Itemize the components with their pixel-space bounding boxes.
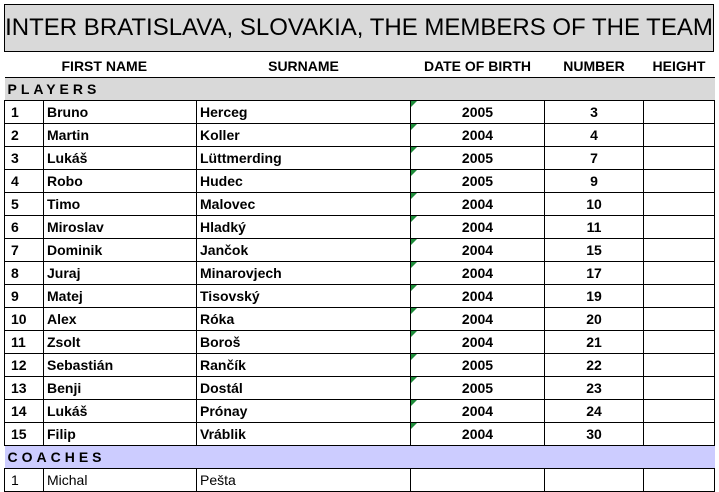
height-cell[interactable] bbox=[644, 285, 715, 308]
header-date-of-birth: DATE OF BIRTH bbox=[423, 58, 532, 74]
row-index-cell[interactable]: 6 bbox=[5, 216, 44, 239]
number-cell[interactable]: 19 bbox=[545, 285, 644, 308]
team-roster-table bbox=[4, 55, 715, 492]
height-cell[interactable] bbox=[644, 101, 715, 124]
height-cell[interactable] bbox=[644, 377, 715, 400]
player-row bbox=[5, 423, 715, 446]
player-row bbox=[5, 262, 715, 285]
first-name-cell[interactable]: Bruno bbox=[44, 101, 197, 124]
date-of-birth-cell[interactable]: 2005 bbox=[411, 101, 545, 124]
player-row bbox=[5, 216, 715, 239]
row-index-cell[interactable]: 14 bbox=[5, 400, 44, 423]
player-row bbox=[5, 239, 715, 262]
number-cell[interactable]: 9 bbox=[545, 170, 644, 193]
row-index-cell[interactable]: 7 bbox=[5, 239, 44, 262]
first-name-cell[interactable]: Zsolt bbox=[44, 331, 197, 354]
height-cell[interactable] bbox=[644, 124, 715, 147]
first-name-cell[interactable]: Filip bbox=[44, 423, 197, 446]
first-name-cell[interactable]: Lukáš bbox=[44, 147, 197, 170]
header-height: HEIGHT bbox=[652, 58, 706, 74]
height-cell[interactable] bbox=[644, 308, 715, 331]
height-cell[interactable] bbox=[644, 147, 715, 170]
surname-cell[interactable]: Dostál bbox=[197, 377, 411, 400]
date-of-birth-cell[interactable] bbox=[411, 469, 545, 492]
date-of-birth-cell[interactable]: 2004 bbox=[411, 423, 545, 446]
number-cell[interactable]: 21 bbox=[545, 331, 644, 354]
player-row bbox=[5, 354, 715, 377]
first-name-cell[interactable]: Sebastián bbox=[44, 354, 197, 377]
surname-cell[interactable]: Tisovský bbox=[197, 285, 411, 308]
player-row bbox=[5, 285, 715, 308]
height-cell[interactable] bbox=[644, 170, 715, 193]
number-cell[interactable]: 20 bbox=[545, 308, 644, 331]
row-index-cell[interactable]: 9 bbox=[5, 285, 44, 308]
coaches-section-label: COACHES bbox=[5, 446, 715, 469]
surname-cell[interactable]: Koller bbox=[197, 124, 411, 147]
column-header-row bbox=[5, 55, 715, 78]
date-of-birth-cell[interactable]: 2004 bbox=[411, 216, 545, 239]
surname-cell[interactable]: Minarovjech bbox=[197, 262, 411, 285]
player-row bbox=[5, 101, 715, 124]
header-index bbox=[5, 55, 44, 78]
date-of-birth-cell[interactable]: 2004 bbox=[411, 400, 545, 423]
first-name-cell[interactable]: Juraj bbox=[44, 262, 197, 285]
height-cell[interactable] bbox=[644, 262, 715, 285]
height-cell[interactable] bbox=[644, 400, 715, 423]
first-name-cell[interactable]: Miroslav bbox=[44, 216, 197, 239]
number-cell[interactable] bbox=[545, 469, 644, 492]
row-index-cell[interactable]: 8 bbox=[5, 262, 44, 285]
coach-row bbox=[5, 469, 715, 492]
number-cell[interactable]: 3 bbox=[545, 101, 644, 124]
row-index-cell[interactable]: 5 bbox=[5, 193, 44, 216]
row-index-cell[interactable]: 1 bbox=[5, 469, 44, 492]
row-index-cell[interactable]: 15 bbox=[5, 423, 44, 446]
height-cell[interactable] bbox=[644, 239, 715, 262]
page-title: INTER BRATISLAVA, SLOVAKIA, THE MEMBERS OF THE TEAM bbox=[4, 4, 714, 52]
first-name-cell[interactable]: Robo bbox=[44, 170, 197, 193]
first-name-cell[interactable]: Martin bbox=[44, 124, 197, 147]
height-cell[interactable] bbox=[644, 354, 715, 377]
row-index-cell[interactable]: 2 bbox=[5, 124, 44, 147]
surname-cell[interactable]: Vráblik bbox=[197, 423, 411, 446]
number-cell[interactable]: 30 bbox=[545, 423, 644, 446]
row-index-cell[interactable]: 11 bbox=[5, 331, 44, 354]
first-name-cell[interactable]: Timo bbox=[44, 193, 197, 216]
height-cell[interactable] bbox=[644, 469, 715, 492]
date-of-birth-cell[interactable]: 2004 bbox=[411, 308, 545, 331]
player-row bbox=[5, 400, 715, 423]
row-index-cell[interactable]: 12 bbox=[5, 354, 44, 377]
first-name-cell[interactable]: Lukáš bbox=[44, 400, 197, 423]
height-cell[interactable] bbox=[644, 423, 715, 446]
date-of-birth-cell[interactable]: 2004 bbox=[411, 262, 545, 285]
row-index-cell[interactable]: 3 bbox=[5, 147, 44, 170]
first-name-cell[interactable]: Michal bbox=[44, 469, 197, 492]
number-cell[interactable]: 11 bbox=[545, 216, 644, 239]
number-cell[interactable]: 7 bbox=[545, 147, 644, 170]
date-of-birth-cell[interactable]: 2004 bbox=[411, 193, 545, 216]
surname-cell[interactable]: Rančík bbox=[197, 354, 411, 377]
surname-cell[interactable]: Pešta bbox=[197, 469, 411, 492]
players-section-label: PLAYERS bbox=[5, 78, 715, 101]
first-name-cell[interactable]: Alex bbox=[44, 308, 197, 331]
player-row bbox=[5, 170, 715, 193]
players-section-header bbox=[5, 78, 715, 101]
row-index-cell[interactable]: 1 bbox=[5, 101, 44, 124]
date-of-birth-cell[interactable]: 2005 bbox=[411, 377, 545, 400]
player-row bbox=[5, 308, 715, 331]
number-cell[interactable]: 4 bbox=[545, 124, 644, 147]
number-cell[interactable]: 15 bbox=[545, 239, 644, 262]
first-name-cell[interactable]: Benji bbox=[44, 377, 197, 400]
row-index-cell[interactable]: 4 bbox=[5, 170, 44, 193]
surname-cell[interactable]: Prónay bbox=[197, 400, 411, 423]
surname-cell[interactable]: Lüttmerding bbox=[197, 147, 411, 170]
player-row bbox=[5, 331, 715, 354]
number-cell[interactable]: 22 bbox=[545, 354, 644, 377]
date-of-birth-cell[interactable]: 2004 bbox=[411, 285, 545, 308]
surname-cell[interactable]: Jančok bbox=[197, 239, 411, 262]
date-of-birth-cell[interactable]: 2004 bbox=[411, 331, 545, 354]
number-cell[interactable]: 10 bbox=[545, 193, 644, 216]
surname-cell[interactable]: Hudec bbox=[197, 170, 411, 193]
player-row bbox=[5, 124, 715, 147]
surname-cell[interactable]: Malovec bbox=[197, 193, 411, 216]
date-of-birth-cell[interactable]: 2005 bbox=[411, 170, 545, 193]
coaches-section-header bbox=[5, 446, 715, 469]
height-cell[interactable] bbox=[644, 331, 715, 354]
header-number: NUMBER bbox=[563, 58, 625, 74]
player-row bbox=[5, 147, 715, 170]
header-first-name: FIRST NAME bbox=[61, 58, 148, 74]
number-cell[interactable]: 23 bbox=[545, 377, 644, 400]
surname-cell[interactable]: Róka bbox=[197, 308, 411, 331]
row-index-cell[interactable]: 13 bbox=[5, 377, 44, 400]
first-name-cell[interactable]: Matej bbox=[44, 285, 197, 308]
height-cell[interactable] bbox=[644, 193, 715, 216]
player-row bbox=[5, 193, 715, 216]
header-surname: SURNAME bbox=[268, 58, 339, 74]
surname-cell[interactable]: Hladký bbox=[197, 216, 411, 239]
date-of-birth-cell[interactable]: 2005 bbox=[411, 147, 545, 170]
player-row bbox=[5, 377, 715, 400]
date-of-birth-cell[interactable]: 2004 bbox=[411, 124, 545, 147]
date-of-birth-cell[interactable]: 2004 bbox=[411, 239, 545, 262]
height-cell[interactable] bbox=[644, 216, 715, 239]
number-cell[interactable]: 24 bbox=[545, 400, 644, 423]
row-index-cell[interactable]: 10 bbox=[5, 308, 44, 331]
first-name-cell[interactable]: Dominik bbox=[44, 239, 197, 262]
date-of-birth-cell[interactable]: 2005 bbox=[411, 354, 545, 377]
surname-cell[interactable]: Boroš bbox=[197, 331, 411, 354]
surname-cell[interactable]: Herceg bbox=[197, 101, 411, 124]
number-cell[interactable]: 17 bbox=[545, 262, 644, 285]
